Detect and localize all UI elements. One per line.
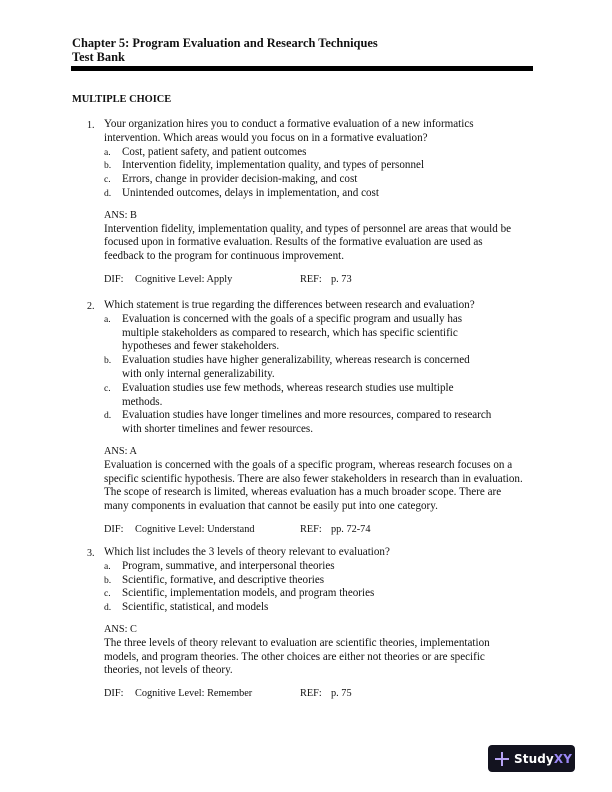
document-subtitle: Test Bank [72,50,125,64]
option-text: Cost, patient safety, and patient outcomes [122,145,307,158]
question-text: Your organization hires you to conduct a formative evaluation of a new informatics [104,118,474,130]
option-text: Evaluation studies use few methods, whereas research studies use multiple [122,381,454,394]
option-letter: c. [104,588,111,600]
rationale-text: models, and program theories. The other choices are either not theories or are specific [104,650,485,663]
option-letter: c. [104,382,111,394]
option-letter: b. [104,574,112,586]
option-text: Scientific, statistical, and models [122,601,269,614]
difficulty-label: DIF: [104,274,124,285]
option-text: hypotheses and fewer stakeholders. [122,340,280,353]
question-number: 2. [87,301,95,312]
brand-main: Study [514,751,554,766]
difficulty-value: Cognitive Level: Understand [135,524,255,535]
option-text: Errors, change in provider decision-making, and cost [122,173,358,186]
question-number: 1. [87,120,95,131]
option-letter: d. [104,602,112,614]
option-letter: a. [104,313,111,325]
reference-label: REF: [300,688,322,700]
section-heading: MULTIPLE CHOICE [72,94,172,105]
difficulty-label: DIF: [104,524,124,535]
option-letter: d. [104,410,112,422]
brand-accent: XY [553,751,572,766]
difficulty-value: Cognitive Level: Remember [135,688,253,700]
option-text: Scientific, formative, and descriptive theories [122,573,325,586]
option-text: multiple stakeholders as compared to research, which has specific scientific [122,326,458,339]
difficulty-label: DIF: [104,688,124,700]
answer-key: ANS: C [104,624,137,635]
question-text: Which statement is true regarding the differences between research and evaluation? [104,299,475,311]
option-text: Evaluation is concerned with the goals of a specific program and usually has [122,312,463,325]
rationale-text: feedback to the program for continuous improvement. [104,250,344,263]
rationale-text: The three levels of theory relevant to evaluation are scientific theories, implementation [104,636,490,649]
rationale-text: specific scientific hypothesis. There are also fewer stakeholders in research than in evaluation. [104,472,523,485]
chapter-title: Chapter 5: Program Evaluation and Research Techniques [72,36,378,50]
option-letter: c. [104,174,111,186]
option-text: Evaluation studies have longer timelines and more resources, compared to research [122,409,492,422]
option-letter: d. [104,188,112,199]
reference-value: pp. 72-74 [331,524,371,535]
studyxy-badge[interactable] [488,745,575,772]
option-text: Program, summative, and interpersonal theories [122,559,335,572]
option-text: Scientific, implementation models, and program theories [122,587,375,600]
rationale-text: Intervention fidelity, implementation quality, and types of personnel are areas that would be [104,222,512,235]
plus-icon [495,752,509,766]
reference-value: p. 75 [331,688,352,700]
reference-label: REF: [300,524,322,535]
header-divider [71,66,533,71]
answer-key: ANS: A [104,446,137,457]
option-text: with shorter timelines and fewer resources. [122,423,313,436]
option-letter: b. [104,355,112,367]
answer-key: ANS: B [104,209,137,221]
option-text: Intervention fidelity, implementation quality, and types of personnel [122,159,425,172]
option-text: Unintended outcomes, delays in implementation, and cost [122,187,379,199]
option-text: with only internal generalizability. [122,367,275,380]
question-number: 3. [87,548,95,559]
option-letter: b. [104,160,112,172]
option-letter: a. [104,146,111,158]
rationale-text: The scope of research is limited, whereas evaluation has a much broader scope. There are [104,486,502,499]
option-text: methods. [122,395,163,408]
rationale-text: Evaluation is concerned with the goals of a specific program, whereas research focuses on a [104,458,513,471]
rationale-text: theories, not levels of theory. [104,664,233,677]
question-text: intervention. Which areas would you focus on in a formative evaluation? [104,131,428,144]
rationale-text: focused upon in formative evaluation. Results of the formative evaluation are used as [104,236,483,249]
option-letter: a. [104,560,111,572]
difficulty-value: Cognitive Level: Apply [135,274,233,285]
brand-name [514,752,572,766]
question-text: Which list includes the 3 levels of theory relevant to evaluation? [104,546,390,558]
option-text: Evaluation studies have higher generalizability, whereas research is concerned [122,354,470,367]
reference-value: p. 73 [331,274,352,285]
rationale-text: many components in evaluation that cannot be easily put into one category. [104,500,438,513]
reference-label: REF: [300,274,322,285]
